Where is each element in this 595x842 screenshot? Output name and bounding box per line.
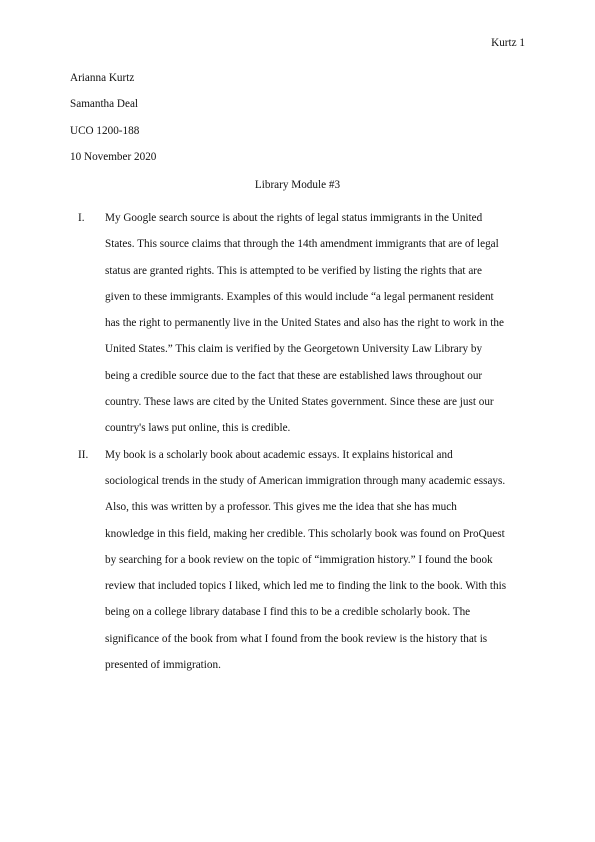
outline-section [78, 442, 527, 679]
paragraph-line: country's laws put online, this is credible. [105, 422, 291, 435]
section-numeral: II. [78, 448, 89, 461]
paragraph-line: Also, this was written by a professor. This gives me the idea that she has much [105, 501, 457, 514]
paragraph-line: being a credible source due to the fact that these are established laws throughout our [105, 369, 483, 382]
section-numeral: I. [78, 212, 85, 224]
paragraph-line: presented of immigration. [105, 659, 221, 672]
paragraph-line: My Google search source is about the rights of legal status immigrants in the United [105, 212, 483, 224]
paragraph-line: United States.” This claim is verified by the Georgetown University Law Library by [105, 343, 483, 356]
paragraph-line: States. This source claims that through the 14th amendment immigrants that are of legal [105, 238, 499, 251]
paragraph-line: given to these immigrants. Examples of this would include “a legal permanent resident [105, 290, 494, 303]
outline-section [78, 205, 527, 442]
document-title: Library Module #3 [254, 179, 341, 191]
instructor-name: Samantha Deal [70, 98, 139, 111]
course-code: UCO 1200-188 [70, 124, 140, 137]
paragraph-line: has the right to permanently live in the United States and also has the right to work in the [105, 317, 504, 330]
paragraph-line: being on a college library database I find this to be a credible scholarly book. The [105, 606, 471, 619]
paragraph-line: by searching for a book review on the topic of “immigration history.” I found the book [105, 553, 493, 566]
section-paragraph [105, 442, 527, 679]
running-header: Kurtz 1 [491, 37, 525, 49]
paragraph-line: sociological trends in the study of American immigration through many academic essays. [105, 474, 506, 487]
mla-heading [70, 71, 156, 176]
paragraph-line: significance of the book from what I found from the book review is the history that is [105, 632, 488, 645]
section-paragraph [105, 205, 527, 442]
paragraph-line: knowledge in this field, making her credible. This scholarly book was found on ProQuest [105, 527, 505, 540]
student-name: Arianna Kurtz [70, 72, 135, 84]
paragraph-line: country. These laws are cited by the United States government. Since these are just our [105, 396, 494, 409]
document-date: 10 November 2020 [70, 150, 157, 163]
paragraph-line: review that included topics I liked, which led me to finding the link to the book. With this [105, 580, 507, 593]
paragraph-line: My book is a scholarly book about academic essays. It explains historical and [105, 448, 453, 461]
outline-sections [0, 205, 595, 678]
paragraph-line: status are granted rights. This is attempted to be verified by listing the rights that are [105, 264, 482, 277]
